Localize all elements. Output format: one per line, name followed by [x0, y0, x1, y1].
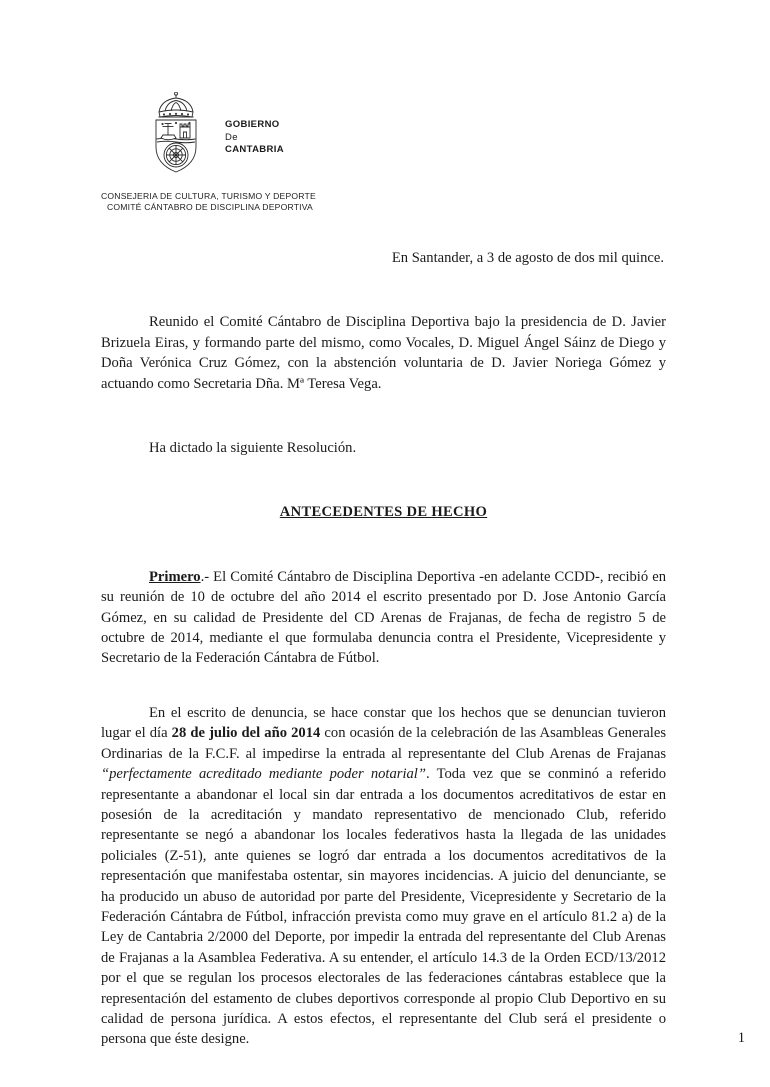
- department-line-2: COMITÉ CÁNTABRO DE DISCIPLINA DEPORTIVA: [107, 202, 313, 213]
- antecedente-primero-text: El Comité Cántabro de Disciplina Deportiva -en adelante CCDD-, recibió en su reunión de 10 de octubre del año 2014 el escrito presentado por D. Jose Antonio García Gómez, en su calidad de Presidente del CD Arenas de Frajanas, de fecha de registro 5 de octubre de 2014, mediante el que formulaba denuncia contra el Presidente, Vicepresidente y Secretario de la Federación Cántabra de Fútbol.: [101, 568, 666, 667]
- gobierno-line-3: CANTABRIA: [225, 144, 284, 155]
- opening-paragraph: Reunido el Comité Cántabro de Disciplina Deportiva bajo la presidencia de D. Javier Brizuela Eiras, y formando parte del mismo, como Vocales, D. Miguel Ángel Sáinz de Diego y Doña Verónica Cruz Gómez, con la abstención voluntaria de D. Javier Noriega Gómez y actuando como Secretaria Dña. Mª Teresa Vega.: [101, 314, 666, 392]
- letterhead: [101, 92, 661, 213]
- complaint-paragraph: [101, 703, 666, 1050]
- gobierno-line-1: GOBIERNO: [225, 119, 280, 130]
- complaint-incident-date: 28 de julio del año 2014: [171, 725, 321, 742]
- complaint-part-2: con ocasión de la celebración de las Asambleas Generales Ordinarias de la F.C.F. al impedirse la entrada al representante del Club Arenas de Frajanas: [101, 725, 667, 762]
- gobierno-cantabria-label: [225, 92, 284, 157]
- department-line-1: CONSEJERIA DE CULTURA, TURISMO Y DEPORTE: [101, 191, 316, 201]
- antecedente-primero-label-suffix: .-: [200, 568, 214, 585]
- antecedente-primero-label: Primero: [149, 568, 201, 585]
- antecedente-primero-paragraph: [101, 567, 666, 669]
- cantabria-coat-of-arms-icon: [145, 92, 207, 174]
- document-body: [101, 248, 666, 1050]
- complaint-quoted-phrase: “perfectamente acreditado mediante poder notarial”: [101, 766, 426, 783]
- department-block: [101, 191, 661, 213]
- page-number: 1: [737, 1030, 745, 1046]
- page-title: ANTECEDENTES DE HECHO: [279, 504, 488, 521]
- complaint-part-1: En el escrito de denuncia, se hace constar que los hechos que se denuncian tuvieron lugar el día: [101, 704, 666, 742]
- resolution-line: Ha dictado la siguiente Resolución.: [149, 440, 357, 457]
- dateline: En Santander, a 3 de agosto de dos mil quince.: [391, 250, 664, 266]
- letterhead-crest-row: [101, 92, 661, 174]
- gobierno-line-2: De: [225, 131, 238, 143]
- complaint-part-3: . Toda vez que se conminó a referido representante a abandonar el local sin dar entrada a los documentos acreditativos de estar en posesión de la acreditación y mandato representativo de mencionado Club, referido representante se negó a abandonar los locales federativos hasta la llegada de las unidades policiales (Z-51), ante quienes se logró dar entrada a los documentos acreditativos de la representación que manifestaba ostentar, sin mayores incidencias. A juicio del denunciante, se ha producido un abuso de autoridad por parte del Presidente, Vicepresidente y Secretario de la Federación Cántabra de Fútbol, infracción prevista como muy grave en el artículo 81.2 a) de la Ley de Cantabria 2/2000 del Deporte, por impedir la entrada del representante del Club Arenas de Frajanas a la Asamblea Federativa. A su entender, el artículo 14.3 de la Orden ECD/13/2012 por el que se regulan los procesos electorales de las federaciones cántabras establece que la representación del estamento de clubes deportivos corresponde al propio Club Deportivo en su calidad de persona jurídica. A estos efectos, el representante del Club será el presidente o persona que éste designe.: [101, 766, 666, 1048]
